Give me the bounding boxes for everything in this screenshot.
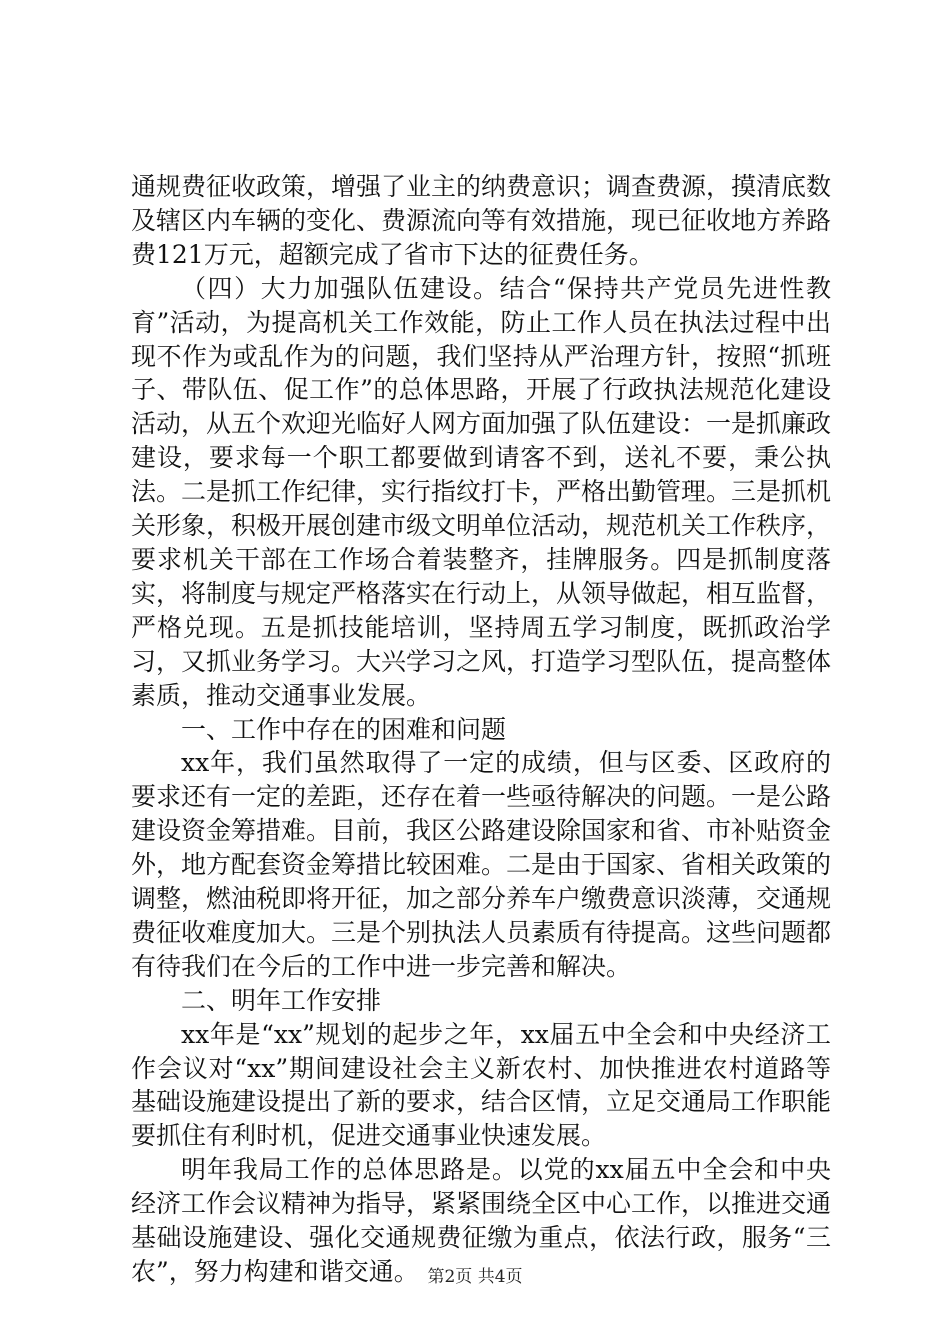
- paragraph-overall-approach: 明年我局工作的总体思路是。以党的xx届五中全会和中央经济工作会议精神为指导，紧紧围绕全区中心工作，以推进交通基础设施建设、强化交通规费征缴为重点，依法行政，服务“三农”，努力构建和谐交通。: [131, 1155, 832, 1286]
- heading-difficulties: 一、工作中存在的困难和问题: [181, 714, 507, 744]
- document-body: [131, 170, 831, 1289]
- paragraph-difficulties: xx年，我们虽然取得了一定的成绩，但与区委、区政府的要求还有一定的差距，还存在着一些亟待解决的问题。一是公路建设资金筹措难。目前，我区公路建设除国家和省、市补贴资金外，地方配套资金筹措比较困难。二是由于国家、省相关政策的调整，燃油税即将开征，加之部分养车户缴费意识淡薄，交通规费征收难度加大。三是个别执法人员素质有待提高。这些问题都有待我们在今后的工作中进一步完善和解决。: [131, 748, 832, 981]
- paragraph-fee-collection: 通规费征收政策，增强了业主的纳费意识；调查费源，摸清底数及辖区内车辆的变化、费源流向等有效措施，现已征收地方养路费121万元，超额完成了省市下达的征费任务。: [131, 172, 832, 269]
- heading-next-year-plan: 二、明年工作安排: [181, 985, 382, 1015]
- paragraph-team-building: （四）大力加强队伍建设。结合“保持共产党员先进性教育”活动，为提高机关工作效能，防止工作人员在执法过程中出现不作为或乱作为的问题，我们坚持从严治理方针，按照“抓班子、带队伍、促工作”的总体思路，开展了行政执法规范化建设活动，从五个欢迎光临好人网方面加强了队伍建设：一是抓廉政建设，要求每一个职工都要做到请客不到，送礼不要，秉公执法。二是抓工作纪律，实行指纹打卡，严格出勤管理。三是抓机关形象，积极开展创建市级文明单位活动，规范机关工作秩序，要求机关干部在工作场合着装整齐，挂牌服务。四是抓制度落实，将制度与规定严格落实在行动上，从领导做起，相互监督，严格兑现。五是抓技能培训，坚持周五学习制度，既抓政治学习，又抓业务学习。大兴学习之风，打造学习型队伍，提高整体素质，推动交通事业发展。: [131, 273, 832, 710]
- page-footer: 第2页 共4页: [427, 1267, 523, 1287]
- paragraph-next-year-plan: xx年是“xx”规划的起步之年，xx届五中全会和中央经济工作会议对“xx”期间建设社会主义新农村、加快推进农村道路等基础设施建设提出了新的要求，结合区情，立足交通局工作职能要抓住有利时机，促进交通事业快速发展。: [131, 1019, 832, 1151]
